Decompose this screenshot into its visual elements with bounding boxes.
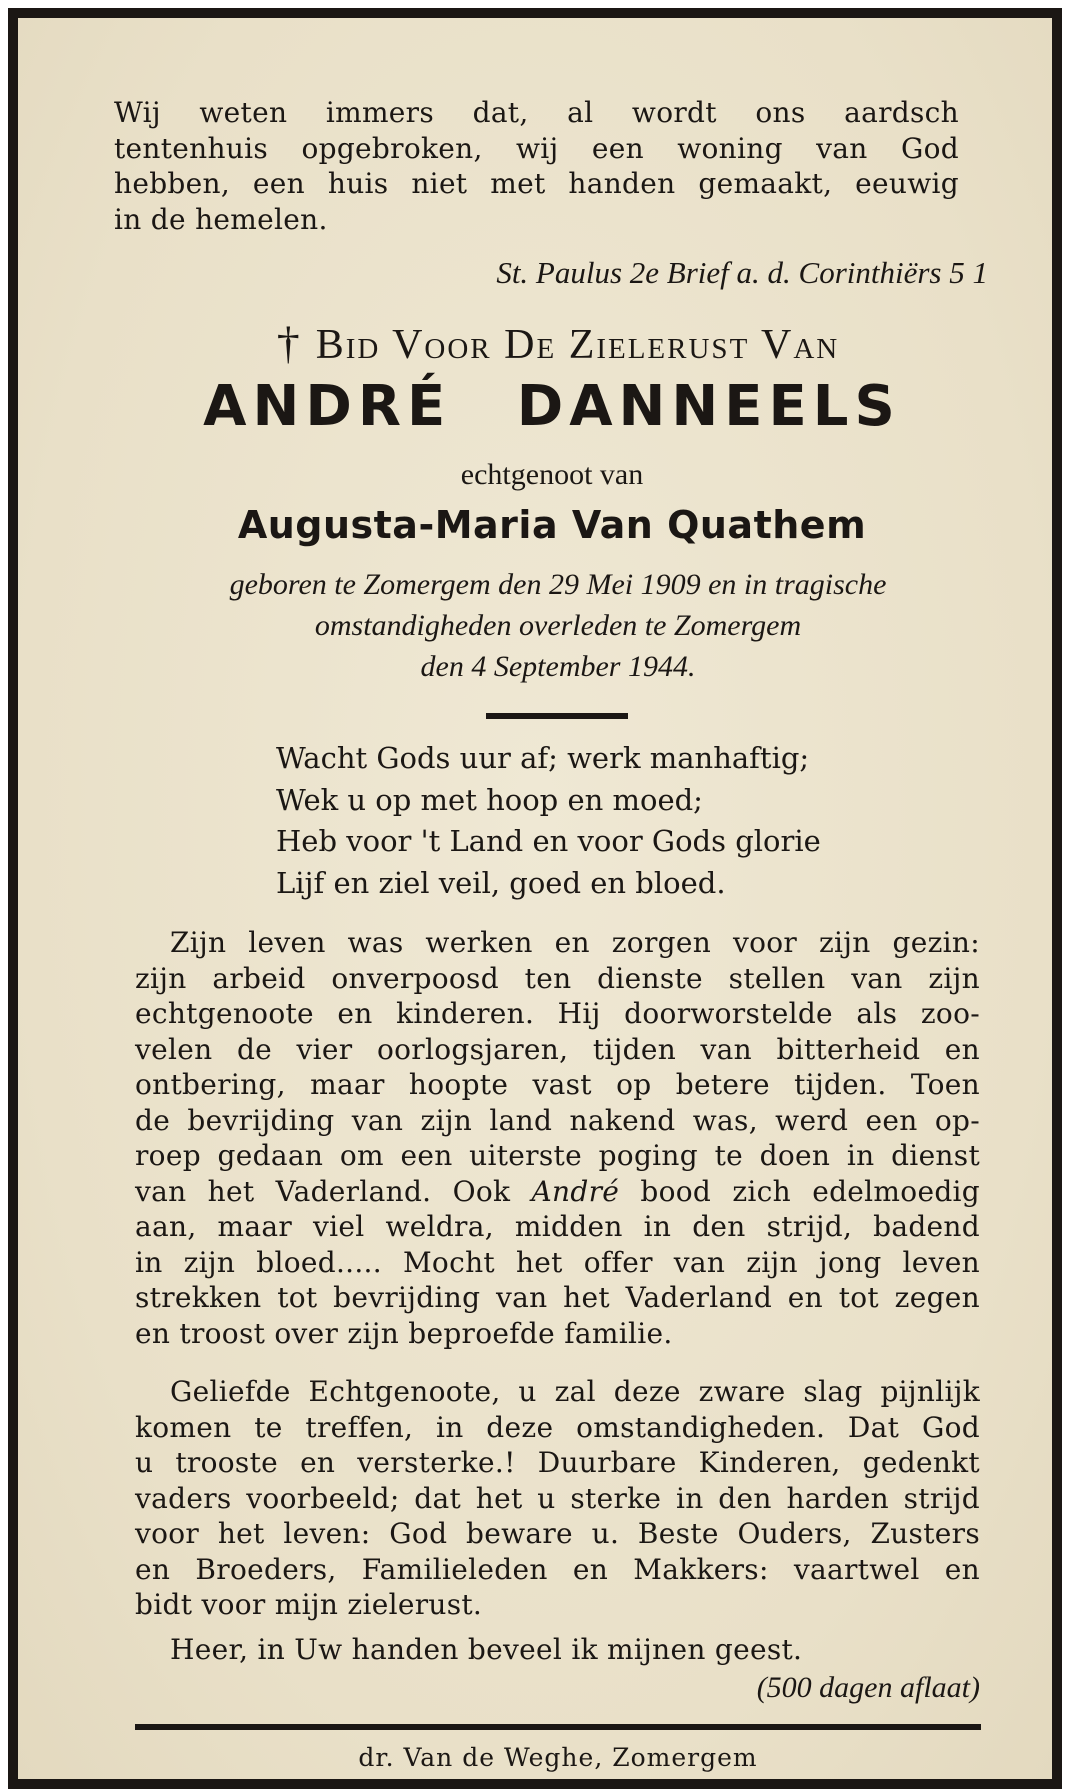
paragraph-line: komen te treffen, in deze omstandigheden. Dat God [135,1410,980,1444]
spouse-label: echtgenoot van [460,458,644,491]
paragraph-line: voor het leven: God beware u. Beste Ouders, Zusters [135,1517,980,1550]
paragraph-line: zijn arbeid onverpoosd ten dienste stellen van zijn [135,961,980,995]
paragraph-line: u trooste en versterke.! Duurbare Kinderen, gedenkt [135,1446,980,1479]
birth-death-line: omstandigheden overleden te Zomergem [314,609,802,642]
prayer-heading [168,316,948,369]
spouse-name: Augusta-Maria Van Quathem [237,503,867,547]
printer-credit: dr. Van de Weghe, Zomergem [358,1743,758,1772]
poem-line: Wacht Gods uur af; werk manhaftig; [276,741,810,775]
poem [276,738,936,904]
line-text: bood zich edelmoedig [640,1174,981,1208]
quote-line: tentenhuis opgebroken, wij een woning van God [114,131,959,165]
indulgence-note: (500 dagen aflaat) [756,1671,980,1704]
paragraph-line: in zijn bloed..... Mocht het offer van zijn jong leven [135,1245,980,1279]
paragraph-line: aan, maar viel weldra, midden in den strijd, badend [135,1210,980,1243]
poem-line: Lijf en ziel veil, goed en bloed. [276,865,726,900]
paragraph-line: velen de vier oorlogsjaren, tijden van bitterheid en [135,1032,980,1066]
prayer-heading-text: Bid Voor De Zielerust Van [315,322,840,368]
paragraph-line: Geliefde Echtgenoote, u zal deze zware slag pijnlijk [170,1375,980,1408]
paragraph-line: en troost over zijn beproefde familie. [135,1316,673,1350]
scripture-reference: St. Paulus 2e Brief a. d. Corinthiërs 5 1 [496,255,988,290]
paragraph-farewell [135,1374,980,1623]
paragraph-line: vaders voorbeeld; dat het u sterke in den harden strijd [135,1481,980,1515]
quote-line: in de hemelen. [114,202,328,236]
italic-name: André [531,1174,620,1208]
birth-death-line: geboren te Zomergem den 29 Mei 1909 en in tragische [229,568,887,601]
deceased-name: ANDRÉ DANNEELS [203,374,901,439]
paragraph-line: roep gedaan om een uiterste poging te doen in dienst [135,1139,980,1172]
birth-death-line: den 4 September 1944. [420,650,696,683]
paragraph-line: de bevrijding van zijn land nakend was, werd een op- [135,1103,980,1137]
scripture-quote [114,95,959,237]
paragraph-line: bidt voor mijn zielerust. [135,1588,483,1621]
memorial-card [8,8,1062,1789]
paragraph-prayer [135,1632,980,1668]
paragraph-line: Heer, in Uw handen beveel ik mijnen geest. [170,1633,803,1666]
divider-short [486,713,628,719]
poem-line: Heb voor 't Land en voor Gods glorie [276,824,821,858]
quote-line: hebben, een huis niet met handen gemaakt, eeuwig [114,167,959,200]
paragraph-line: strekken tot bevrijding van het Vaderland en tot zegen [135,1281,980,1314]
line-text: van het Vaderland. Ook [135,1174,511,1208]
paragraph-line [135,1174,980,1210]
divider-long [135,1724,981,1730]
quote-line: Wij weten immers dat, al wordt ons aardsch [114,96,959,129]
poem-line: Wek u op met hoop en moed; [276,782,703,817]
birth-death-details [128,564,988,687]
card-paper [18,18,1052,1779]
paragraph-line: Zijn leven was werken en zorgen voor zijn gezin: [170,926,980,959]
paragraph-line: echtgenoote en kinderen. Hij doorworstelde als zoo- [135,997,980,1030]
cross-icon: † [276,317,302,368]
paragraph-line: en Broeders, Familieleden en Makkers: vaartwel en [135,1552,980,1586]
paragraph-line: ontbering, maar hoopte vast op betere tijden. Toen [135,1068,980,1101]
paragraph-life [135,925,980,1351]
